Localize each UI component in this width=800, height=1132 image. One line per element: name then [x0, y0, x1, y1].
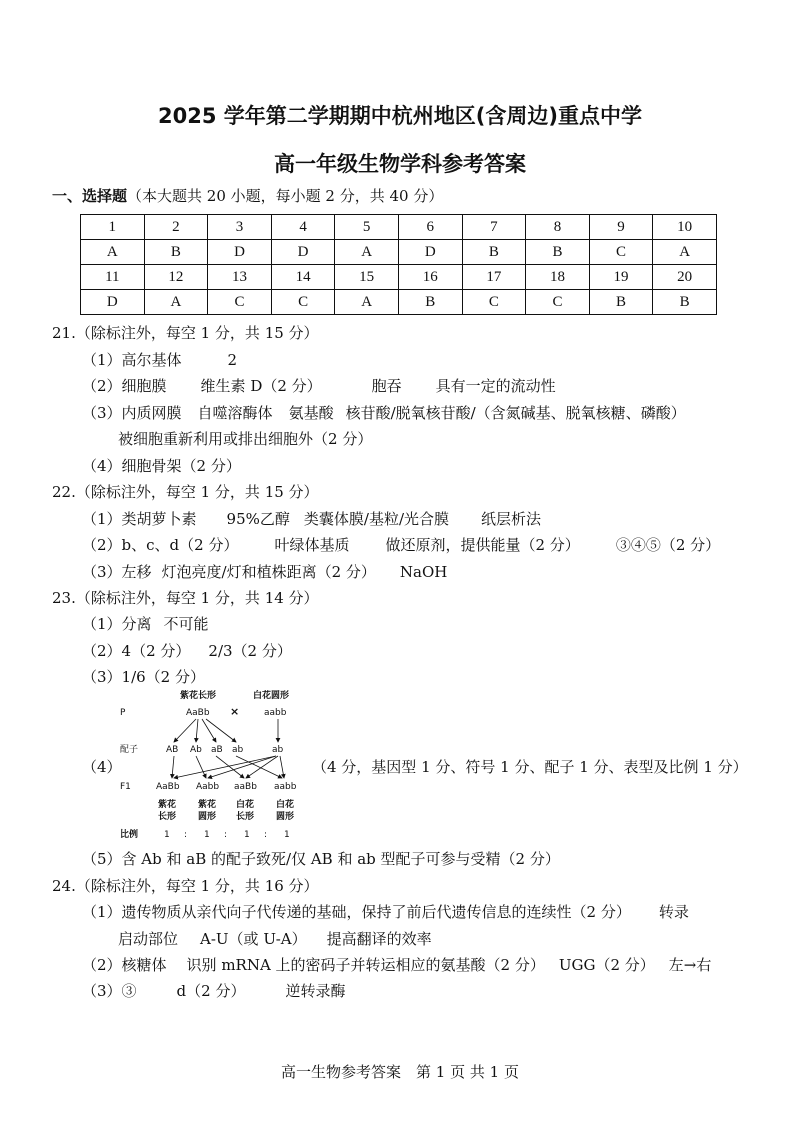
answer-table [80, 214, 717, 315]
section-heading [52, 185, 443, 206]
table-cell: 4 [271, 215, 335, 240]
phenotype-2-top: 紫花 [198, 800, 217, 810]
q23-line-1 [82, 613, 209, 634]
ratio-label: 比例 [120, 830, 139, 840]
ratio-separator: : [264, 830, 268, 840]
ratio-value: 1 [164, 830, 170, 840]
answer-text: d（2 分） [176, 982, 246, 1000]
table-cell: 3 [208, 215, 272, 240]
q21-line-3-cont: 被细胞重新利用或排出细胞外（2 分） [118, 430, 373, 448]
table-cell: 7 [462, 215, 526, 240]
q21-heading: 21.（除标注外，每空 1 分，共 15 分） [52, 324, 319, 342]
table-cell: B [526, 240, 590, 265]
table-cell: 19 [589, 265, 653, 290]
table-cell: A [653, 240, 717, 265]
offspring-3: aaBb [234, 782, 257, 792]
phenotype-3-top: 白花 [236, 800, 255, 810]
q22-heading: 22.（除标注外，每空 1 分，共 15 分） [52, 483, 319, 501]
table-cell: 8 [526, 215, 590, 240]
phenotype-3-bottom: 长形 [236, 812, 255, 822]
table-cell: 13 [208, 265, 272, 290]
ratio-separator: : [224, 830, 228, 840]
q21-line-3 [82, 402, 686, 423]
answer-text: 类囊体膜/基粒/光合膜 [303, 510, 449, 528]
parent1-phenotype: 紫花长形 [180, 691, 217, 701]
table-cell: A [144, 290, 208, 315]
phenotype-1-top: 紫花 [158, 800, 177, 810]
q22-line-2 [82, 534, 720, 555]
answer-text: NaOH [399, 563, 448, 581]
table-cell: C [462, 290, 526, 315]
parent2-phenotype: 白花圆形 [253, 691, 290, 701]
ratio-value: 1 [204, 830, 210, 840]
table-cell: B [398, 290, 462, 315]
table-cell: 20 [653, 265, 717, 290]
answer-text: （3）内质网膜 [82, 404, 182, 422]
answer-text: 2/3（2 分） [208, 642, 292, 660]
q23-line-5: （5）含 Ab 和 aB 的配子致死/仅 AB 和 ab 型配子可参与受精（2 分） [82, 850, 560, 868]
table-cell: 11 [81, 265, 145, 290]
q23-line-4-note: （4 分，基因型 1 分、符号 1 分、配子 1 分、表型及比例 1 分） [312, 758, 748, 776]
table-cell: A [335, 240, 399, 265]
ratio-value: 1 [244, 830, 250, 840]
table-cell: 2 [144, 215, 208, 240]
table-cell: 15 [335, 265, 399, 290]
table-cell: A [335, 290, 399, 315]
table-row [81, 290, 717, 315]
offspring-4: aabb [274, 782, 297, 792]
answer-text: （2）4（2 分） [82, 642, 191, 660]
table-cell: 18 [526, 265, 590, 290]
answer-text: ③④⑤（2 分） [615, 536, 721, 554]
offspring-1: AaBb [156, 782, 180, 792]
q21-line-4: （4）细胞骨架（2 分） [82, 457, 241, 475]
ratio-separator: : [184, 830, 188, 840]
table-cell: D [398, 240, 462, 265]
answer-text: 不可能 [163, 615, 209, 633]
table-cell: D [81, 290, 145, 315]
genetic-cross-diagram [112, 686, 312, 842]
table-cell: 10 [653, 215, 717, 240]
table-cell: B [462, 240, 526, 265]
page-footer: 高一生物参考答案 第 1 页 共 1 页 [281, 1063, 519, 1081]
answer-text: 自噬溶酶体 [197, 404, 273, 422]
answer-text: 做还原剂，提供能量（2 分） [385, 536, 580, 554]
q21-line-2 [82, 375, 556, 396]
gamete-label: 配子 [120, 745, 139, 755]
table-cell: C [208, 290, 272, 315]
answer-text: 提高翻译的效率 [326, 930, 432, 948]
q24-line-1 [82, 901, 689, 922]
answer-text: 具有一定的流动性 [435, 377, 556, 395]
gamete-1: AB [166, 745, 179, 755]
parent1-genotype: AaBb [186, 708, 210, 718]
gamete-2: Ab [190, 745, 202, 755]
table-cell: D [208, 240, 272, 265]
fertilization-arrows [172, 756, 284, 778]
q24-line-1-cont [118, 928, 432, 949]
table-cell: 12 [144, 265, 208, 290]
phenotype-1-bottom: 长形 [158, 812, 177, 822]
q24-line-2 [82, 954, 711, 975]
gamete-4: ab [232, 745, 244, 755]
answer-text: 启动部位 [118, 930, 179, 948]
p-generation-label: P [120, 708, 126, 718]
answer-text: （2）核糖体 [82, 956, 167, 974]
table-row [81, 240, 717, 265]
answer-text: 左→右 [668, 956, 712, 974]
q23-line-4-number: （4） [82, 758, 122, 776]
table-cell: B [144, 240, 208, 265]
answer-text: （1）分离 [82, 615, 152, 633]
table-cell: C [589, 240, 653, 265]
f1-label: F1 [120, 782, 131, 792]
table-cell: B [589, 290, 653, 315]
answer-text: （2）细胞膜 [82, 377, 167, 395]
answer-text: 氨基酸 [288, 404, 334, 422]
section-note: （本大题共 20 小题，每小题 2 分，共 40 分） [127, 187, 444, 205]
answer-text: （3）③ [82, 982, 137, 1000]
q23-heading: 23.（除标注外，每空 1 分，共 14 分） [52, 589, 319, 607]
answer-text: 纸层析法 [481, 510, 542, 528]
answer-text: 叶绿体基质 [274, 536, 350, 554]
answer-text: 胞吞 [371, 377, 402, 395]
answer-text: UGG（2 分） [558, 956, 655, 974]
q24-line-3 [82, 980, 345, 1001]
q21-line-1 [82, 349, 237, 370]
section-label: 一、选择题 [52, 187, 128, 205]
answer-text: 转录 [658, 903, 689, 921]
q23-line-3: （3）1/6（2 分） [82, 668, 205, 686]
q23-line-2 [82, 640, 292, 661]
answer-text: 识别 mRNA 上的密码子并转运相应的氨基酸（2 分） [186, 956, 545, 974]
cross-symbol: × [230, 705, 240, 718]
table-cell: B [653, 290, 717, 315]
table-cell: C [526, 290, 590, 315]
table-cell: C [271, 290, 335, 315]
answer-text: （2）b、c、d（2 分） [82, 536, 239, 554]
answer-text: 核苷酸/脱氧核苷酸/（含氮碱基、脱氧核糖、磷酸） [345, 404, 686, 422]
answer-text: 灯泡亮度/灯和植株距离（2 分） [161, 563, 376, 581]
answer-text: （1）遗传物质从亲代向子代传递的基础，保持了前后代遗传信息的连续性（2 分） [82, 903, 631, 921]
table-cell: 6 [398, 215, 462, 240]
phenotype-2-bottom: 圆形 [198, 812, 217, 822]
phenotype-4-top: 白花 [276, 800, 295, 810]
parent2-genotype: aabb [264, 708, 287, 718]
answer-text: 逆转录酶 [285, 982, 346, 1000]
gamete-arrows [174, 719, 278, 742]
q22-line-3 [82, 561, 447, 582]
offspring-2: Aabb [196, 782, 220, 792]
table-cell: 16 [398, 265, 462, 290]
table-cell: 14 [271, 265, 335, 290]
q24-heading: 24.（除标注外，每空 1 分，共 16 分） [52, 877, 319, 895]
answer-text: （1）高尔基体 [82, 351, 182, 369]
exam-subtitle: 高一年级生物学科参考答案 [274, 152, 526, 176]
table-cell: 5 [335, 215, 399, 240]
exam-title: 2025 学年第二学期期中杭州地区(含周边)重点中学 [158, 104, 642, 128]
table-cell: A [81, 240, 145, 265]
answer-text: A-U（或 U-A） [200, 930, 307, 948]
table-cell: 17 [462, 265, 526, 290]
table-cell: 9 [589, 215, 653, 240]
table-cell: D [271, 240, 335, 265]
table-row [81, 265, 717, 290]
answer-text: （1）类胡萝卜素 [82, 510, 197, 528]
answer-text: （3）左移 [82, 563, 152, 581]
answer-text: 2 [227, 351, 238, 369]
q22-line-1 [82, 508, 541, 529]
table-cell: 1 [81, 215, 145, 240]
table-row [81, 215, 717, 240]
phenotype-4-bottom: 圆形 [276, 812, 295, 822]
gamete-parent2: ab [272, 745, 284, 755]
answer-text: 95%乙醇 [226, 510, 290, 528]
answer-text: 维生素 D（2 分） [200, 377, 322, 395]
gamete-3: aB [211, 745, 223, 755]
ratio-value: 1 [284, 830, 290, 840]
